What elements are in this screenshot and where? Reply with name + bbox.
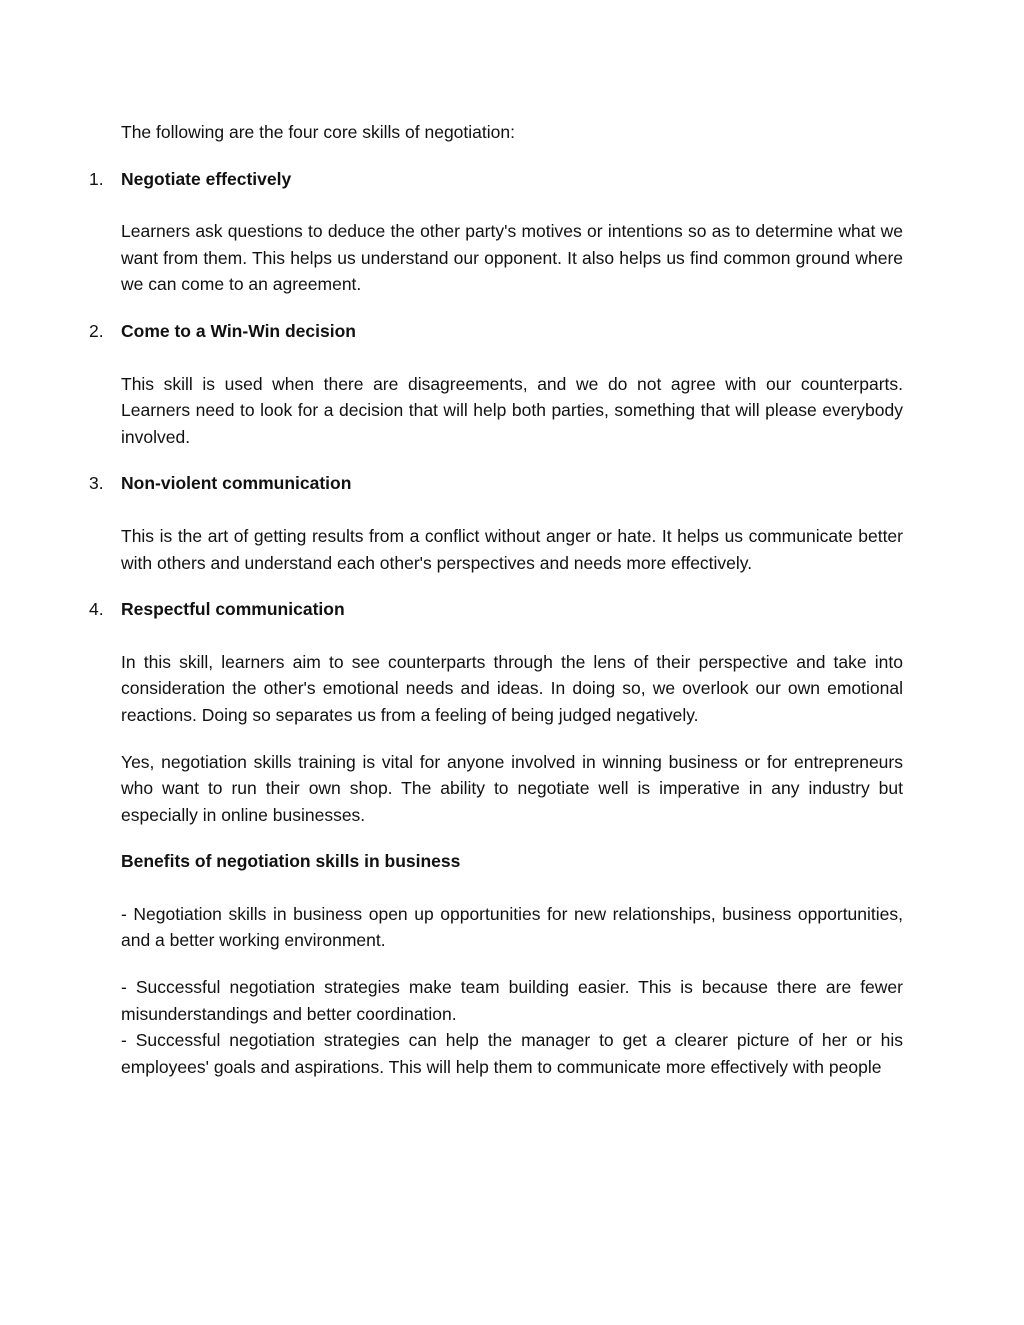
benefit-item: - Successful negotiation strategies make team building easier. This is because there are fewer misunderstandings and better coordination. [121,977,903,1024]
benefits-heading: Benefits of negotiation skills in business [121,851,461,872]
skill-body: This skill is used when there are disagreements, and we do not agree with our counterparts. Learners need to look for a decision that will help both parties, something that will please everybody involved. [121,373,903,447]
skill-body: In this skill, learners aim to see counterparts through the lens of their perspective and take into consideration the other's emotional needs and ideas. In doing so, we overlook our own emotional reactions. Doing so separates us from a feeling of being judged negatively. [121,651,903,725]
summary-paragraph: Yes, negotiation skills training is vital for anyone involved in winning business or for entrepreneurs who want to run their own shop. The ability to negotiate well is imperative in any industry but especially in online businesses. [121,751,903,825]
list-number: 1. [89,168,104,189]
intro-paragraph: The following are the four core skills of negotiation: [121,122,515,142]
skill-item [89,166,903,298]
skill-body: Learners ask questions to deduce the other party's motives or intentions so as to determine what we want from them. This helps us understand our opponent. It also helps us find common ground where we can come to an agreement. [121,221,903,295]
skill-item [89,596,903,728]
skill-title: Negotiate effectively [121,168,292,189]
benefit-item: - Successful negotiation strategies can help the manager to get a clearer picture of her or his employees' goals and aspirations. This will help them to communicate more effectively with people [121,1030,903,1077]
document-page [89,119,903,1080]
skill-item [89,470,903,576]
list-number: 3. [89,473,104,494]
skill-title: Respectful communication [121,599,345,620]
list-number: 4. [89,599,104,620]
skill-title: Come to a Win-Win decision [121,320,356,341]
list-number: 2. [89,320,104,341]
skill-body: This is the art of getting results from a conflict without anger or hate. It helps us communicate better with others and understand each other's perspectives and needs more effectively. [121,525,903,573]
benefit-item: - Negotiation skills in business open up opportunities for new relationships, business opportunities, and a better working environment. [121,903,903,951]
skill-heading [89,318,903,345]
skill-heading [89,470,903,497]
skill-item [89,318,903,450]
skill-heading [89,166,903,193]
skill-title: Non-violent communication [121,473,352,494]
skill-heading [89,596,903,623]
